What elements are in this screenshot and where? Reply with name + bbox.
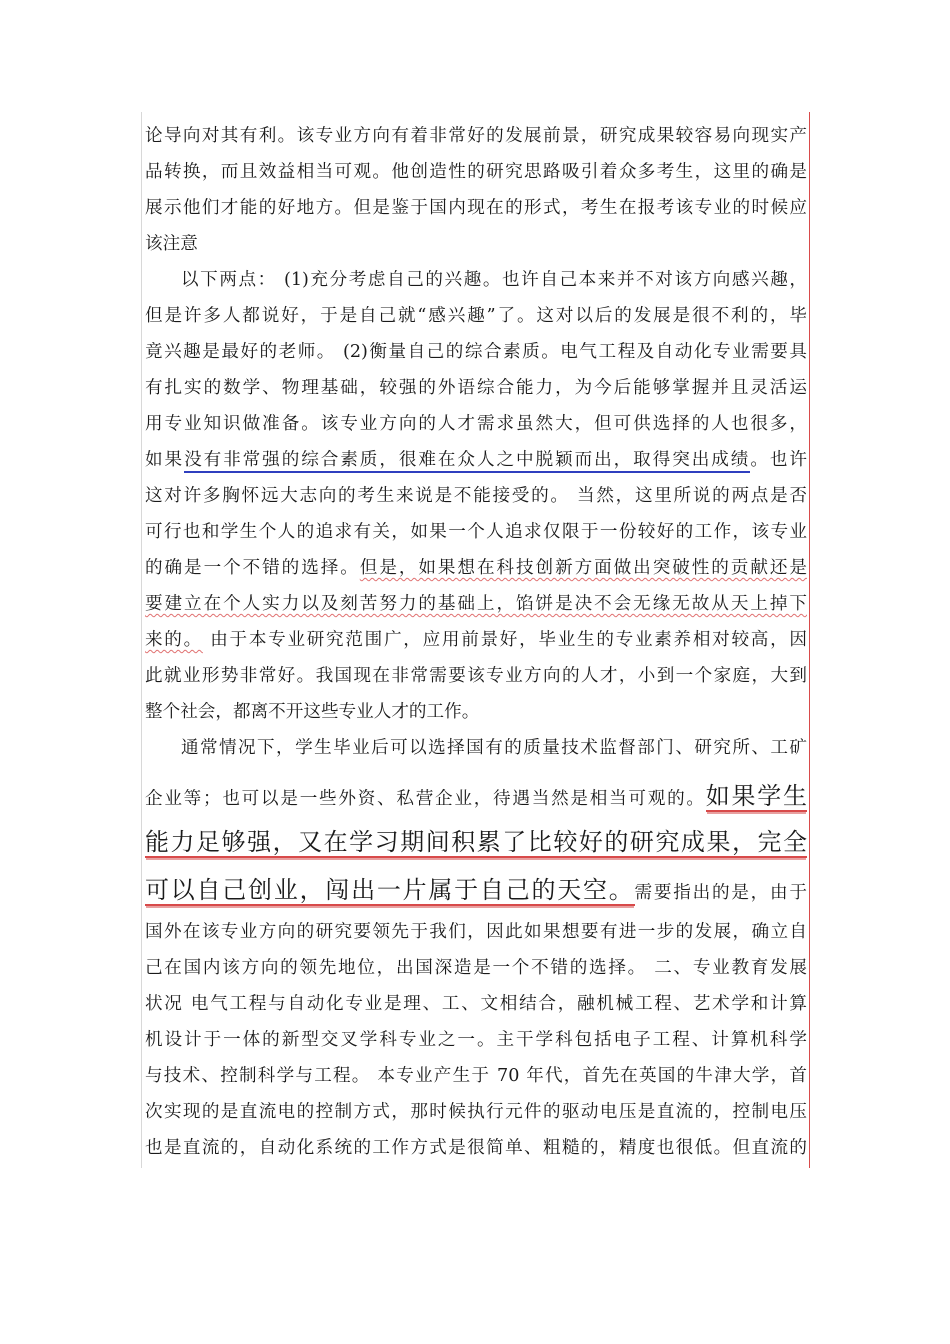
left-margin-guide <box>141 112 142 1168</box>
red-underlined-large-text: 能力足够强，又在学习期间积累了比较好的研究成果，完全 <box>145 828 807 856</box>
blue-underlined-text: 没有非常强的综合素质，很难在众人之中脱颖而出，取得突出成绩 <box>184 450 750 473</box>
text-line: 与技术、控制科学与工程。 本专业产生于 70 年代，首先在英国的牛津大学，首 <box>145 1066 807 1086</box>
text-line: 次实现的是直流电的控制方式，那时候执行元件的驱动电压是直流的，控制电压 <box>145 1102 807 1122</box>
text-line: 状况 电气工程与自动化专业是理、工、文相结合，融机械工程、艺术学和计算 <box>145 994 807 1014</box>
text-line <box>145 442 807 478</box>
text-line: 也是直流的，自动化系统的工作方式是很简单、粗糙的，精度也很低。但直流的 <box>145 1138 807 1158</box>
red-underlined-large-text: 可以自己创业，闯出一片属于自己的天空。 <box>145 876 635 904</box>
text-line: 可行也和学生个人的追求有关，如果一个人追求仅限于一份较好的工作，该专业 <box>145 522 807 542</box>
text-line: 但是许多人都说好，于是自己就“感兴趣”了。这对以后的发展是很不利的，毕 <box>145 306 807 326</box>
text-span: 由于本专业研究范围广，应用前景好，毕业生的专业素养相对较高，因 <box>202 630 807 650</box>
text-line: 通常情况下，学生毕业后可以选择国有的质量技术监督部门、研究所、工矿 <box>181 738 807 758</box>
text-line: 展示他们才能的好地方。但是鉴于国内现在的形式，考生在报考该专业的时候应 <box>145 198 807 218</box>
wavy-underlined-text: 要建立在个人实力以及刻苦努力的基础上，馅饼是决不会无缘无故从天上掉下 <box>145 594 807 614</box>
text-line: 此就业形势非常好。我国现在非常需要该专业方向的人才，小到一个家庭，大到 <box>145 666 807 686</box>
text-line <box>145 622 807 658</box>
text-span: 。也许 <box>750 450 807 470</box>
text-line: 整个社会，都离不开这些专业人才的工作。 <box>145 702 480 722</box>
wavy-underlined-text: 但是，如果想在科技创新方面做出突破性的贡献还是 <box>359 558 807 578</box>
red-underlined-large-text: 如果学生 <box>705 782 807 810</box>
text-line: 这对许多胸怀远大志向的考生来说是不能接受的。 当然，这里所说的两点是否 <box>145 486 807 506</box>
text-line: 该注意 <box>145 234 198 254</box>
text-line: 国外在该专业方向的研究要领先于我们，因此如果想要有进一步的发展，确立自 <box>145 922 807 942</box>
text-line: 用专业知识做准备。该专业方向的人才需求虽然大，但可供选择的人也很多， <box>145 414 807 434</box>
text-span: 如果 <box>145 450 185 470</box>
text-span: 的确是一个不错的选择。 <box>145 558 360 578</box>
text-line <box>145 818 807 866</box>
text-line: 以下两点： (1)充分考虑自己的兴趣。也许自己本来并不对该方向感兴趣， <box>181 270 807 290</box>
text-line: 竟兴趣是最好的老师。 (2)衡量自己的综合素质。电气工程及自动化专业需要具 <box>145 342 807 362</box>
text-line: 品转换，而且效益相当可观。他创造性的研究思路吸引着众多考生，这里的确是 <box>145 162 807 182</box>
right-margin-guide <box>809 112 810 1168</box>
wavy-underlined-text: 来的。 <box>145 630 203 650</box>
text-line <box>145 550 807 586</box>
text-line: 有扎实的数学、物理基础，较强的外语综合能力，为今后能够掌握并且灵活运 <box>145 378 807 398</box>
text-span: 需要指出的是，由于 <box>634 883 807 903</box>
document-body <box>145 118 807 1166</box>
text-line <box>145 866 807 914</box>
text-line: 论导向对其有利。该专业方向有着非常好的发展前景，研究成果较容易向现实产 <box>145 126 807 146</box>
text-line: 机设计于一体的新型交叉学科专业之一。主干学科包括电子工程、计算机科学 <box>145 1030 807 1050</box>
text-line <box>145 586 807 622</box>
text-line <box>145 766 807 818</box>
text-line: 己在国内该方向的领先地位，出国深造是一个不错的选择。 二、专业教育发展 <box>145 958 807 978</box>
text-span: 企业等；也可以是一些外资、私营企业，待遇当然是相当可观的。 <box>145 789 706 809</box>
